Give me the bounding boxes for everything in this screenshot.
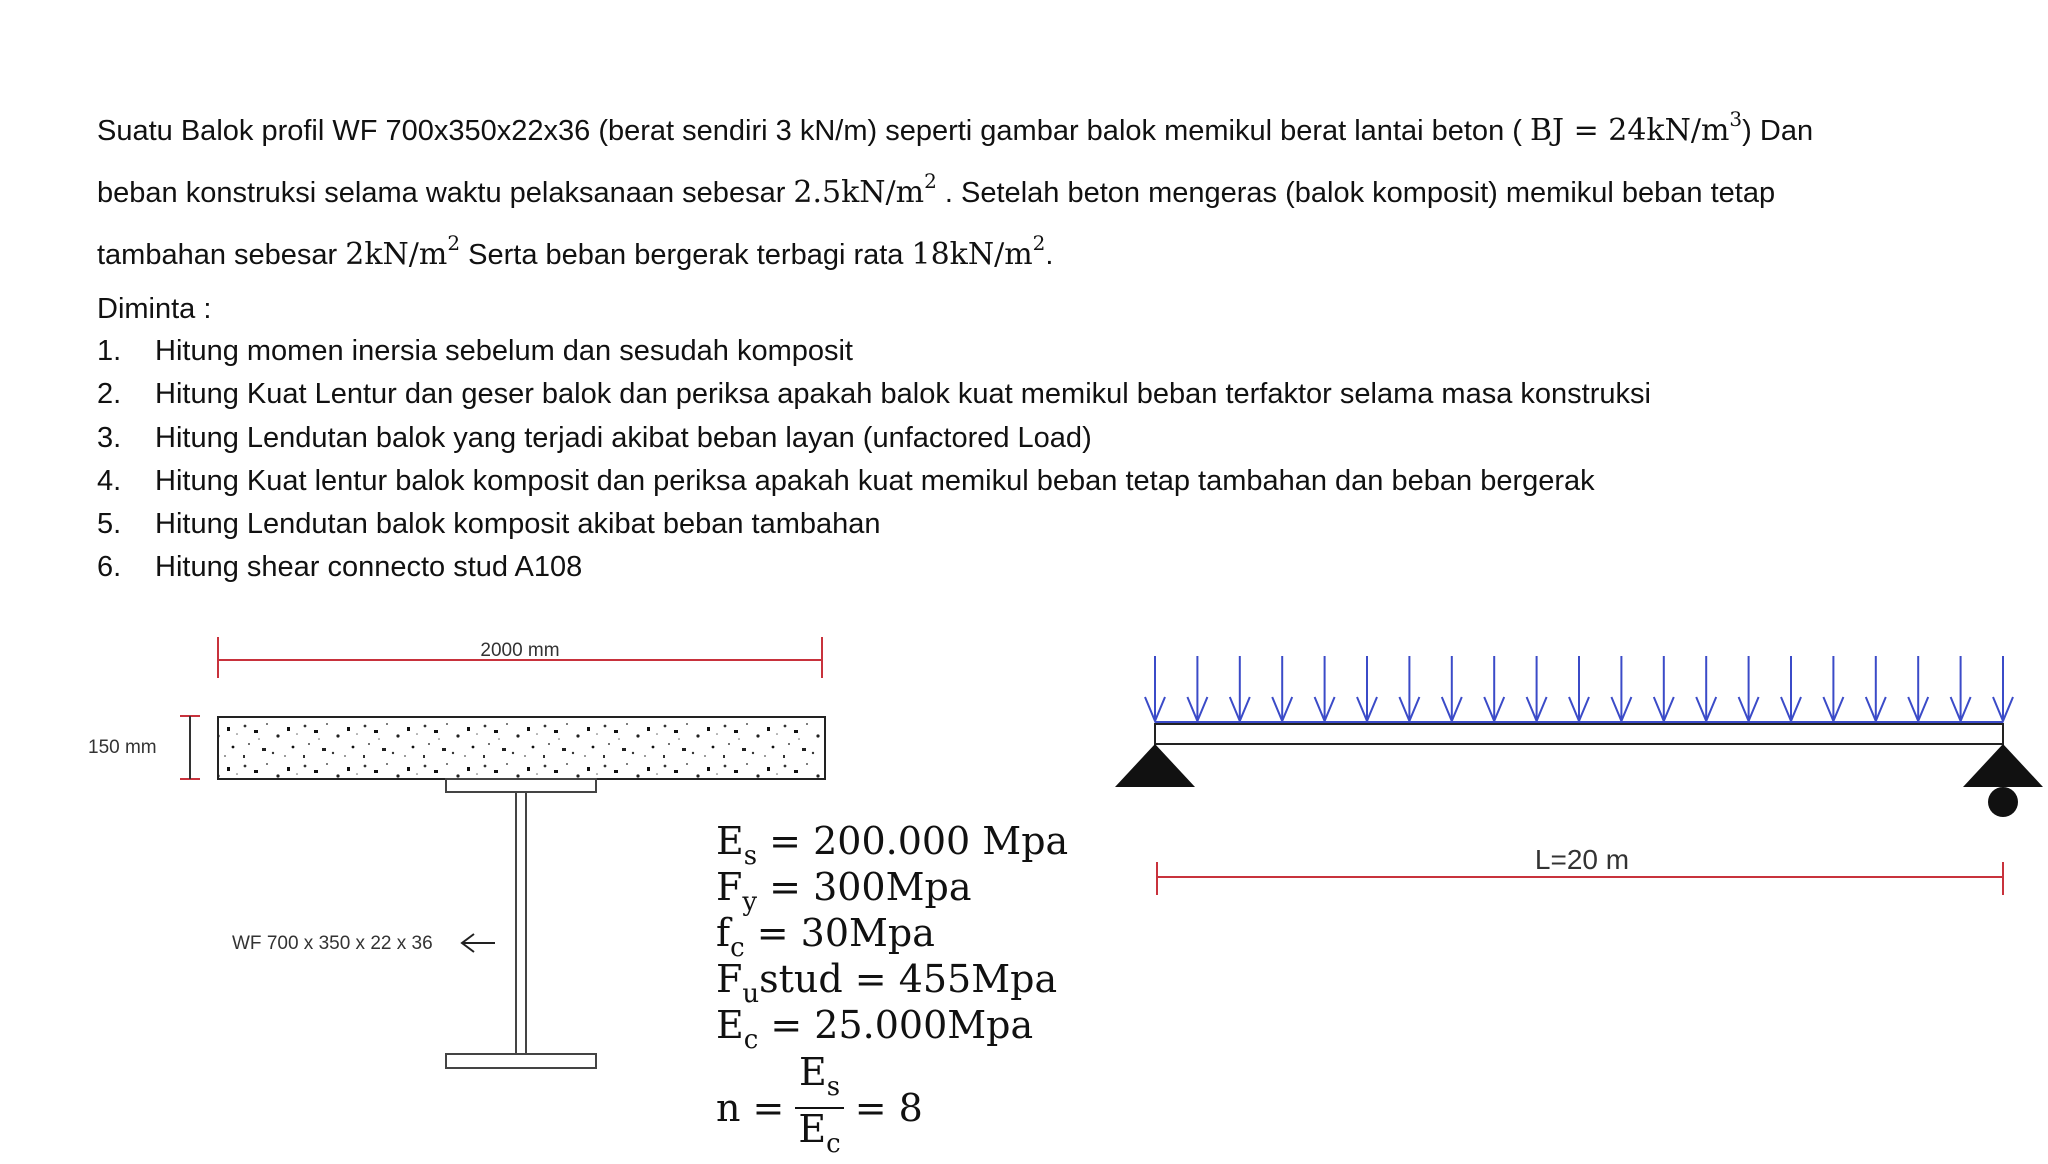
load-arrow-icon	[1230, 656, 1250, 721]
text-segment: . Setelah beton mengeras (balok komposit) memikul beban tetap	[936, 177, 1776, 209]
load-arrow-icon	[1993, 656, 2013, 721]
load-arrow-icon	[1569, 656, 1589, 721]
sym: F	[716, 957, 743, 1001]
sym: f	[716, 911, 731, 955]
diminta-label: Diminta :	[97, 293, 212, 325]
math-text: 2kN/m	[345, 237, 448, 272]
roller-wheel-icon	[1988, 787, 2018, 817]
span-label: L=20 m	[1534, 844, 1630, 875]
span-dimension	[1157, 844, 2003, 895]
text-segment: Suatu Balok profil WF 700x350x22x36 (berat sendiri 3 kN/m) seperti gambar balok memikul berat lantai beton (	[97, 115, 1530, 147]
sym: E	[716, 819, 744, 863]
text-segment: ) Dan	[1742, 115, 1814, 147]
web	[516, 792, 526, 1054]
modular-ratio-row	[716, 1052, 1068, 1164]
load-arrow-icon	[1739, 656, 1759, 721]
fy-row	[716, 864, 1068, 917]
sub: c	[826, 1129, 841, 1159]
sym: E	[716, 1003, 744, 1047]
text-segment: .	[1045, 239, 1054, 271]
load-arrow-icon	[1611, 656, 1631, 721]
task-text: Hitung Kuat lentur balok komposit dan periksa apakah kuat memikul beban tetap tambahan dan beban bergerak	[155, 464, 1595, 497]
thickness-label: 150 mm	[88, 737, 157, 758]
load-arrow-icon	[1399, 656, 1419, 721]
task-number: 4.	[97, 464, 122, 497]
concrete-slab	[218, 717, 825, 779]
task-number: 3.	[97, 421, 122, 454]
math-sup: 2	[1032, 231, 1046, 255]
math-sup: 2	[924, 169, 937, 193]
bottom-flange	[446, 1054, 596, 1068]
profile-callout	[232, 933, 495, 954]
top-flange	[446, 779, 596, 792]
roller-support-icon	[1963, 744, 2043, 787]
profile-label: WF 700 x 350 x 22 x 36	[232, 933, 433, 954]
load-arrow-icon	[1145, 656, 1165, 721]
val: stud = 455Mpa	[759, 957, 1058, 1001]
load-arrow-icon	[1823, 656, 1843, 721]
sub: c	[730, 933, 745, 963]
modular-ratio-fraction	[794, 1052, 844, 1164]
task-text: Hitung shear connecto stud A108	[155, 551, 583, 584]
load-arrow-icon	[1357, 656, 1377, 721]
load-arrow-icon	[1866, 656, 1886, 721]
math-text: 18kN/m	[911, 237, 1033, 272]
math-text: BJ = 24kN/m	[1529, 113, 1730, 148]
material-properties	[716, 818, 1068, 1164]
load-arrow-icon	[1951, 656, 1971, 721]
width-dimension	[218, 637, 822, 678]
fu-row	[716, 956, 1068, 1009]
n-lhs: n =	[716, 1086, 785, 1130]
task-text: Hitung Lendutan balok komposit akibat beban tambahan	[155, 508, 881, 541]
val: = 30Mpa	[744, 911, 935, 955]
sub: s	[826, 1072, 841, 1102]
load-arrow-icon	[1187, 656, 1207, 721]
load-arrow-icon	[1442, 656, 1462, 721]
math-sup: 2	[447, 231, 461, 255]
sym: E	[798, 1107, 827, 1151]
task-number: 6.	[97, 551, 122, 584]
math-text: 2.5kN/m	[793, 175, 925, 210]
task-text: Hitung momen inersia sebelum dan sesudah komposit	[155, 335, 853, 367]
text-segment: tambahan sebesar	[97, 239, 346, 271]
task-number: 1.	[97, 335, 122, 367]
ec-row	[716, 1002, 1068, 1055]
distributed-load	[1145, 656, 2013, 721]
task-text: Hitung Lendutan balok yang terjadi akibat beban layan (unfactored Load)	[155, 421, 1092, 454]
width-label: 2000 mm	[480, 640, 560, 661]
load-arrow-icon	[1272, 656, 1292, 721]
fc-row	[716, 910, 1068, 963]
wf-steel-section	[446, 779, 596, 1068]
sub: u	[742, 979, 760, 1009]
sub: c	[743, 1025, 759, 1055]
sym: E	[799, 1050, 827, 1094]
load-arrow-icon	[1484, 656, 1504, 721]
load-arrow-icon	[1781, 656, 1801, 721]
text-segment: beban konstruksi selama waktu pelaksanaan sebesar	[97, 177, 794, 209]
math-sup: 3	[1729, 107, 1743, 131]
load-arrow-icon	[1527, 656, 1547, 721]
text-segment: Serta beban bergerak terbagi rata	[460, 239, 912, 271]
val: = 300Mpa	[757, 865, 972, 909]
task-number: 2.	[97, 378, 122, 411]
sub: y	[742, 887, 758, 917]
val: = 200.000 Mpa	[757, 819, 1069, 863]
task-number: 5.	[97, 508, 122, 541]
load-arrow-icon	[1696, 656, 1716, 721]
sub: s	[743, 841, 758, 871]
load-arrow-icon	[1315, 656, 1335, 721]
fraction-denominator	[794, 1109, 844, 1164]
val: = 25.000Mpa	[758, 1003, 1034, 1047]
fraction-numerator	[795, 1052, 844, 1109]
n-rhs: = 8	[854, 1086, 923, 1130]
pin-support-icon	[1115, 744, 1195, 787]
sym: F	[716, 865, 743, 909]
load-arrow-icon	[1908, 656, 1928, 721]
load-arrow-icon	[1654, 656, 1674, 721]
es-row	[716, 818, 1069, 871]
task-text: Hitung Kuat Lentur dan geser balok dan periksa apakah balok kuat memikul beban terfaktor selama masa konstruksi	[155, 378, 1651, 411]
beam-member	[1155, 724, 2003, 744]
thickness-dimension	[88, 716, 200, 779]
